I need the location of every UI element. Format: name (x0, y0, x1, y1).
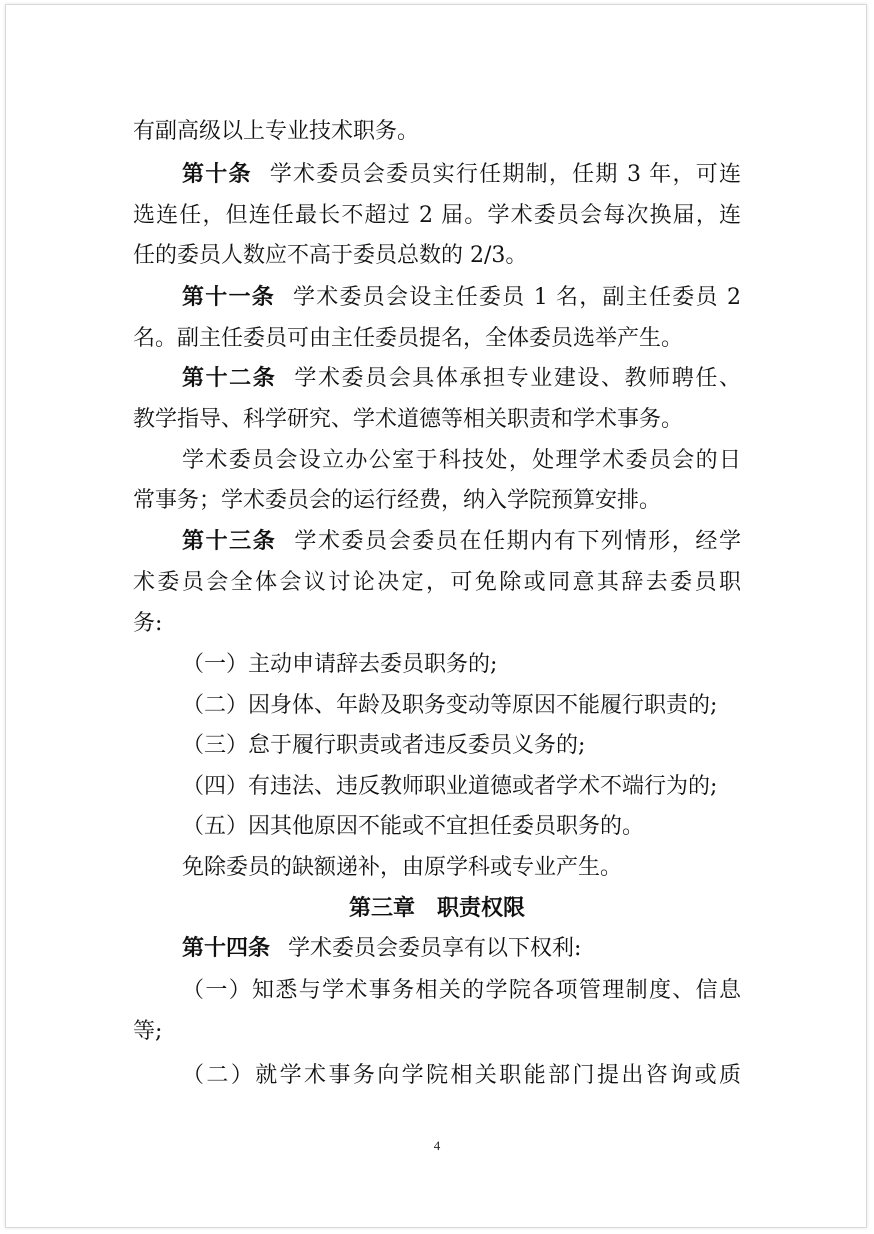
article-12-text-1: 学术委员会具体承担专业建设、教师聘任、 (294, 366, 741, 391)
article-12-line-1 (182, 359, 741, 399)
article-13-line-3: 务: (133, 611, 163, 636)
article-10-line-2: 选连任，但连任最长不超过 2 届。学术委员会每次换届，连 (133, 203, 741, 228)
article-13-tail: 免除委员的缺额递补，由原学科或专业产生。 (182, 855, 623, 880)
article-11-title: 第十一条 (182, 285, 276, 310)
article-14-item-1-line-1: （一）知悉与学术事务相关的学院各项管理制度、信息 (182, 978, 741, 1003)
article-13-line-2: 术委员会全体会议讨论决定，可免除或同意其辞去委员职 (133, 570, 741, 595)
article-14-text-1: 学术委员会委员享有以下权利: (288, 936, 582, 961)
article-11-line-1 (182, 278, 741, 318)
article-12-title: 第十二条 (182, 366, 277, 391)
article-13-item-4: （四）有违法、违反教师职业道德或者学术不端行为的; (182, 774, 718, 799)
article-13-item-3: （三）怠于履行职责或者违反委员义务的; (182, 733, 586, 758)
article-10-text-1: 学术委员会委员实行任期制，任期 3 年，可连 (269, 162, 741, 187)
article-12-p2-line-1: 学术委员会设立办公室于科技处，处理学术委员会的日 (182, 448, 741, 473)
article-14-item-2-line-1: （二）就学术事务向学院相关职能部门提出咨询或质 (182, 1063, 741, 1088)
article-12-line-2: 教学指导、科学研究、学术道德等相关职责和学术事务。 (133, 407, 684, 432)
article-13-item-5: （五）因其他原因不能或不宜担任委员职务的。 (182, 814, 645, 839)
article-12-p2-line-2: 常事务；学术委员会的运行经费，纳入学院预算安排。 (133, 488, 662, 513)
article-14-line-1 (182, 929, 741, 969)
article-13-item-1: （一）主动申请辞去委员职务的; (182, 652, 498, 677)
article-13-item-2: （二）因身体、年龄及职务变动等原因不能履行职责的; (182, 693, 718, 718)
article-10-line-3: 任的委员人数应不高于委员总数的 2/3。 (133, 243, 528, 268)
article-10-line-1 (182, 155, 741, 195)
article-14-title: 第十四条 (182, 936, 271, 961)
article-11-line-2: 名。副主任委员可由主任委员提名，全体委员选举产生。 (133, 326, 684, 351)
article-13-title: 第十三条 (182, 529, 277, 554)
paragraph-continuation: 有副高级以上专业技术职务。 (133, 119, 420, 144)
article-11-text-1: 学术委员会设主任委员 1 名，副主任委员 2 (293, 285, 741, 310)
page-number: 4 (433, 1138, 441, 1153)
article-13-text-1: 学术委员会委员在任期内有下列情形，经学 (294, 529, 741, 554)
article-13-line-1 (182, 522, 741, 562)
article-14-item-1-line-2: 等; (133, 1019, 163, 1044)
article-10-title: 第十条 (182, 162, 252, 187)
chapter-3-heading: 第三章 职责权限 (348, 896, 525, 921)
